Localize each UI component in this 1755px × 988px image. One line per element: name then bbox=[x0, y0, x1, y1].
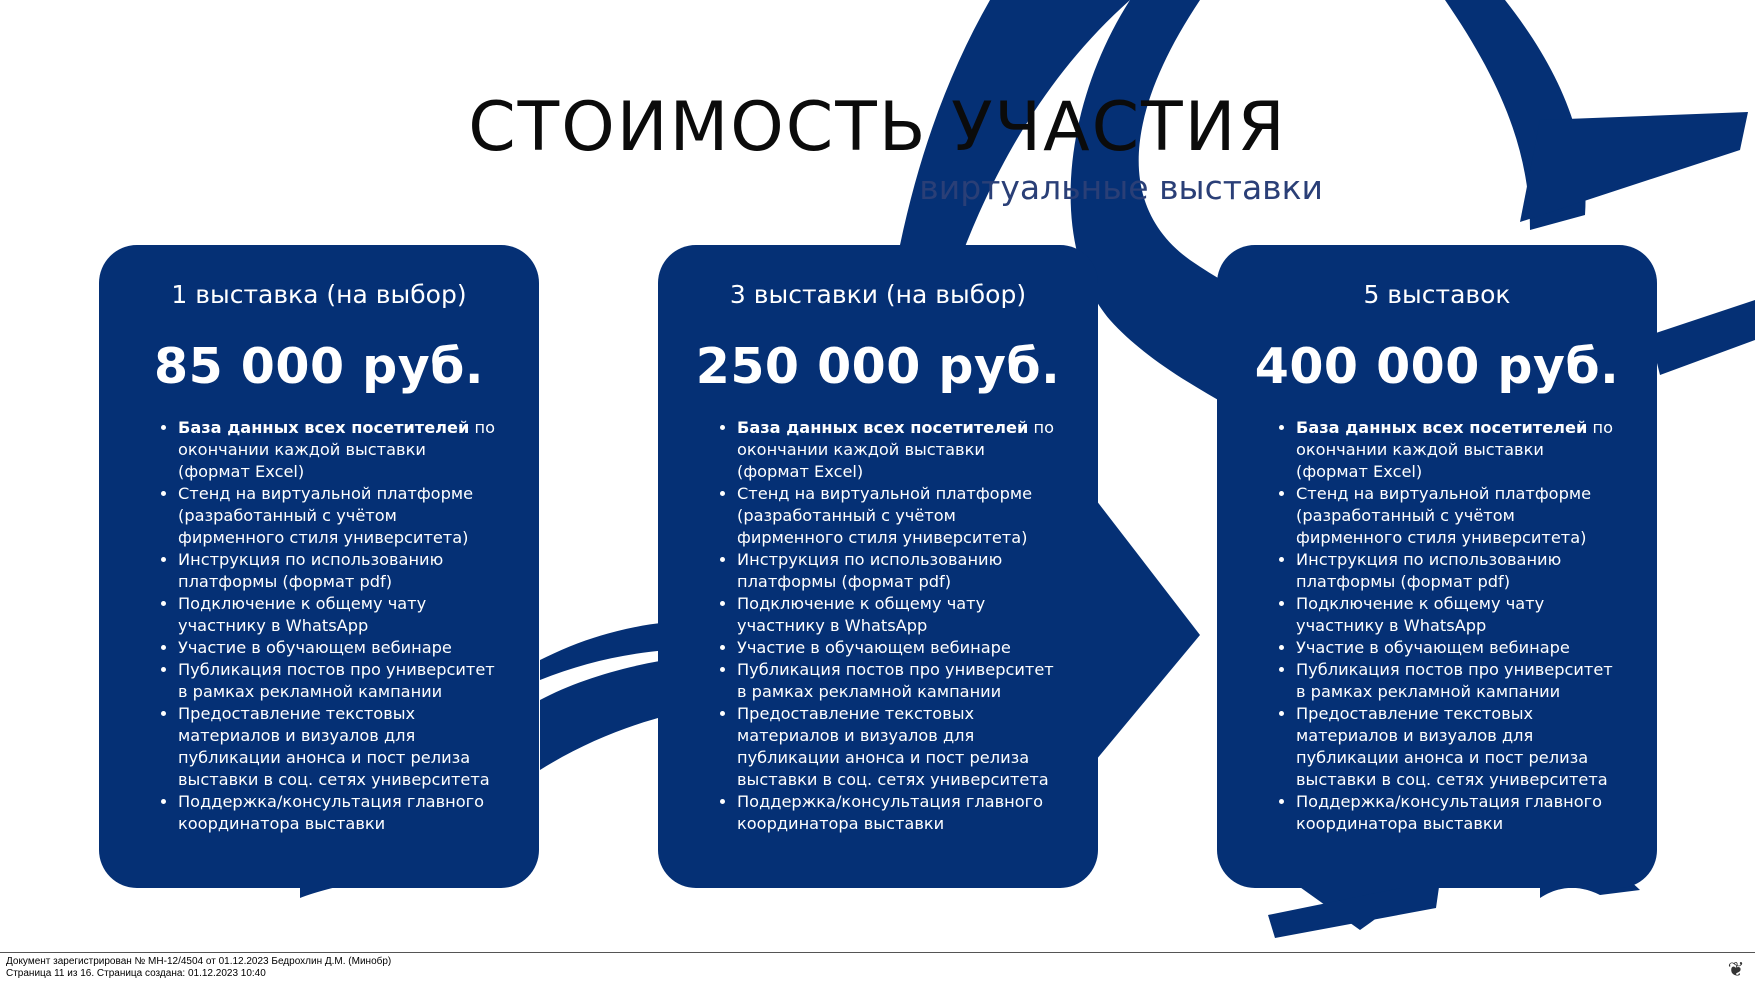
feature-text: Стенд на виртуальной платформе (разработанный с учётом фирменного стиля университета) bbox=[737, 484, 1033, 547]
feature-text: Предоставление текстовых материалов и визуалов для публикации анонса и пост релиза выставки в соц. сетях университета bbox=[178, 704, 490, 789]
card-title: 3 выставки (на выбор) bbox=[729, 280, 1027, 309]
feature-text: Инструкция по использованию платформы (формат pdf) bbox=[178, 550, 444, 591]
feature-item bbox=[737, 593, 1057, 637]
feature-highlight: База данных всех посетителей bbox=[178, 418, 470, 437]
feature-text: Стенд на виртуальной платформе (разработанный с учётом фирменного стиля университета) bbox=[178, 484, 474, 547]
feature-list bbox=[99, 417, 498, 835]
card-price: 400 000 руб. bbox=[1254, 338, 1620, 395]
feature-item bbox=[178, 483, 498, 549]
feature-text: Участие в обучающем вебинаре bbox=[737, 638, 1011, 657]
price-card-3 bbox=[658, 245, 1098, 888]
card-title: 1 выставка (на выбор) bbox=[171, 280, 467, 309]
feature-text: Поддержка/консультация главного координатора выставки bbox=[737, 792, 1044, 833]
feature-text: Участие в обучающем вебинаре bbox=[178, 638, 452, 657]
feature-item bbox=[178, 417, 498, 483]
page-info-line: Страница 11 из 16. Страница создана: 01.12.2023 10:40 bbox=[6, 968, 266, 979]
feature-text: Публикация постов про университет в рамках рекламной кампании bbox=[737, 660, 1054, 701]
feature-item bbox=[178, 659, 498, 703]
feature-text: Участие в обучающем вебинаре bbox=[1296, 638, 1570, 657]
feature-item bbox=[178, 637, 498, 659]
feature-text: Предоставление текстовых материалов и визуалов для публикации анонса и пост релиза выставки в соц. сетях университета bbox=[737, 704, 1049, 789]
feature-item bbox=[178, 703, 498, 791]
feature-text: по окончании каждой выставки (формат Excel) bbox=[178, 418, 495, 481]
feature-item bbox=[1296, 703, 1616, 791]
page-subtitle: виртуальные выставки bbox=[919, 168, 1323, 207]
feature-item bbox=[1296, 417, 1616, 483]
feature-item bbox=[737, 483, 1057, 549]
card-title: 5 выставок bbox=[1363, 280, 1511, 309]
feature-item bbox=[1296, 549, 1616, 593]
price-card-5 bbox=[1217, 245, 1657, 888]
feature-item bbox=[1296, 659, 1616, 703]
feature-highlight: База данных всех посетителей bbox=[1296, 418, 1588, 437]
feature-item bbox=[1296, 483, 1616, 549]
feature-item bbox=[178, 791, 498, 835]
feature-item bbox=[1296, 593, 1616, 637]
feature-item bbox=[737, 791, 1057, 835]
feature-text: Поддержка/консультация главного координатора выставки bbox=[1296, 792, 1603, 833]
double-headed-eagle-icon: ❦ bbox=[1727, 959, 1745, 981]
feature-text: Подключение к общему чату участнику в WhatsApp bbox=[178, 594, 427, 635]
card-price: 85 000 руб. bbox=[154, 338, 484, 395]
price-card-1 bbox=[99, 245, 539, 888]
feature-text: Предоставление текстовых материалов и визуалов для публикации анонса и пост релиза выставки в соц. сетях университета bbox=[1296, 704, 1608, 789]
feature-item bbox=[1296, 637, 1616, 659]
feature-item bbox=[178, 593, 498, 637]
feature-highlight: База данных всех посетителей bbox=[737, 418, 1029, 437]
registration-line: Документ зарегистрирован № МН-12/4504 от 01.12.2023 Бедрохлин Д.М. (Минобр) bbox=[6, 956, 392, 967]
feature-item bbox=[737, 637, 1057, 659]
feature-text: Подключение к общему чату участнику в WhatsApp bbox=[737, 594, 986, 635]
feature-item bbox=[178, 549, 498, 593]
feature-list bbox=[1217, 417, 1616, 835]
feature-text: Публикация постов про университет в рамках рекламной кампании bbox=[178, 660, 495, 701]
feature-item bbox=[737, 417, 1057, 483]
feature-text: Инструкция по использованию платформы (формат pdf) bbox=[1296, 550, 1562, 591]
document-footer bbox=[0, 952, 1755, 988]
feature-item bbox=[737, 659, 1057, 703]
feature-text: Поддержка/консультация главного координатора выставки bbox=[178, 792, 485, 833]
feature-item bbox=[737, 703, 1057, 791]
feature-text: Стенд на виртуальной платформе (разработанный с учётом фирменного стиля университета) bbox=[1296, 484, 1592, 547]
card-price: 250 000 руб. bbox=[695, 338, 1061, 395]
page-title: СТОИМОСТЬ УЧАСТИЯ bbox=[468, 88, 1287, 167]
feature-item bbox=[1296, 791, 1616, 835]
feature-text: по окончании каждой выставки (формат Excel) bbox=[1296, 418, 1613, 481]
feature-text: по окончании каждой выставки (формат Excel) bbox=[737, 418, 1054, 481]
feature-item bbox=[737, 549, 1057, 593]
feature-text: Публикация постов про университет в рамках рекламной кампании bbox=[1296, 660, 1613, 701]
feature-text: Подключение к общему чату участнику в WhatsApp bbox=[1296, 594, 1545, 635]
feature-list bbox=[658, 417, 1057, 835]
feature-text: Инструкция по использованию платформы (формат pdf) bbox=[737, 550, 1003, 591]
